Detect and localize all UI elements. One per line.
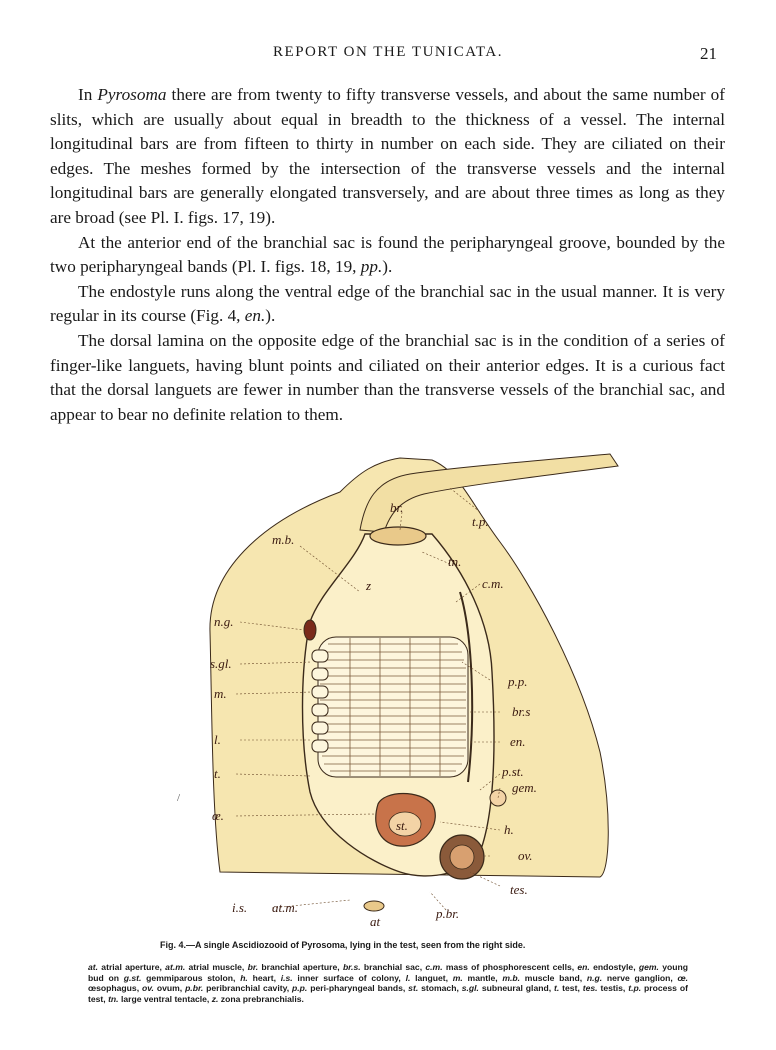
legend-desc: nerve ganglion, [602,972,678,983]
legend-desc: branchial sac, [360,962,426,972]
branchial-aperture [370,527,426,545]
label-st: st. [396,818,408,833]
label-h: h. [504,822,514,837]
legend-abbr: br. [247,962,259,972]
legend-desc: subneural gland, [478,983,555,994]
legend-desc: zona prebranchialis. [218,993,304,1004]
label-m: m. [214,686,227,701]
legend-desc: peri-pharyngeal bands, [307,983,409,994]
legend-abbr: œ. [677,972,688,983]
legend-abbr: gem. [638,962,659,972]
legend-desc: young bud on [88,962,689,983]
legend-desc: muscle band, [520,972,587,983]
legend-abbr: m.b. [502,972,521,983]
label-pbr: p.br. [436,906,460,921]
label-z: z [366,578,372,593]
label-is: i.s. [232,900,248,915]
label-gem: gem. [512,780,537,795]
legend-abbr: s.gl. [461,983,479,994]
running-title: REPORT ON THE TUNICATA. [273,44,503,60]
legend-abbr: n.g. [586,972,603,983]
legend-abbr: at. [88,962,99,972]
nerve-ganglion [304,620,316,640]
legend-desc: endostyle, [589,962,639,972]
legend-desc: inner surface of colony, [292,972,406,983]
label-atm: at.m. [272,900,298,915]
stray-mark: / [177,792,181,804]
label-cm: c.m. [482,576,504,591]
legend-desc: process of test, [88,983,688,1004]
testis-inner [450,845,474,869]
legend-desc: peribranchial cavity, [203,983,293,994]
label-l: l. [214,732,221,747]
legend-abbr: g.st. [123,972,142,983]
legend-desc: mantle, [462,972,503,983]
paragraph: The dorsal lamina on the opposite edge of the branchial sac is in the condition of a series of finger-like languets, having blunt points and ciliated on their anterior edges. It is a curious fact that the dorsal languets are fewer in number than the transverse vessels of the branchial sac, and appear to bear no definite relation to them. [50,330,725,424]
italic-term: Pyrosoma [97,85,167,104]
label-pp: p.p. [508,674,528,689]
legend-abbr: h. [240,972,248,983]
legend-desc: œsophagus, [88,983,142,994]
italic-term: en. [244,306,266,326]
label-ov: ov. [518,848,533,863]
figure-drawing [200,452,620,930]
label-br: br. [390,500,404,515]
legend-abbr: p.p. [292,983,308,994]
legend-desc: gemmiparous stolon, [141,972,241,983]
legend-abbr: i.s. [280,972,293,983]
legend-abbr: tes. [582,983,598,994]
legend-desc: mass of phosphorescent cells, [442,962,578,972]
legend-desc: large ventral tentacle, [118,993,212,1004]
legend-abbr: t.p. [628,983,642,994]
legend-abbr: br.s. [342,962,361,972]
label-sgl: s.gl. [210,656,232,671]
ascidiozooid-figure [200,452,620,930]
italic-term: pp. [360,257,383,277]
legend-abbr: tn. [108,993,119,1004]
legend-abbr: t. [554,983,560,994]
legend-abbr: z. [211,993,219,1004]
legend-desc: stomach, [418,983,462,994]
page-number: 21 [700,44,717,63]
paragraph: At the anterior end of the branchial sac is found the peripharyngeal groove, bounded by the two peripharyngeal bands (Pl. I. figs. 18, 19, pp.). [50,232,725,277]
label-t: t. [214,766,221,781]
figure-legend [88,962,688,1004]
legend-desc: heart, [247,972,281,983]
label-pst: p.st. [502,764,524,779]
label-tes: tes. [510,882,528,897]
legend-desc: branchial aperture, [258,962,343,972]
label-tp: t.p. [472,514,489,529]
label-oe: œ. [212,808,224,823]
legend-desc: ovum, [153,983,186,994]
legend-abbr: c.m. [425,962,443,972]
legend-abbr: at.m. [165,962,186,972]
label-at: at [370,914,381,929]
label-en: en. [510,734,526,749]
label-ng: n.g. [214,614,234,629]
label-brs: br.s [512,704,531,719]
legend-desc: atrial aperture, [98,962,166,972]
paragraph: In Pyrosoma there are from twenty to fifty transverse vessels, and about the same number of slits, which are usually about equal in breadth to the thickness of a vessel. The internal longitudinal bars are from fifteen to thirty in number on each side. They are ciliated on their edges. The meshes formed by the intersection of the transverse vessels and the internal longitudinal bars are generally elongated transversely, and are about three times as long as they are broad (see Pl. I. figs. 17, 19). [50,85,725,227]
legend-desc: test, [559,983,583,994]
legend-abbr: ov. [142,983,154,994]
young-bud [490,790,506,806]
legend-abbr: l. [405,972,411,983]
figure-caption-title: Fig. 4.—A single Ascidiozooid of Pyrosoma, lying in the test, seen from the right side. [160,940,526,950]
legend-abbr: p.br. [185,983,204,994]
legend-desc: languet, [410,972,453,983]
legend-abbr: en. [577,962,590,972]
legend-abbr: st. [408,983,419,994]
label-tn: tn. [448,554,462,569]
atrial-aperture [364,901,384,911]
legend-desc: testis, [597,983,629,994]
body-text [50,83,725,427]
legend-abbr: m. [452,972,463,983]
legend-desc: atrial muscle, [185,962,248,972]
label-mb: m.b. [272,532,295,547]
paragraph: The endostyle runs along the ventral edge of the branchial sac in the usual manner. It is very regular in its course (Fig. 4, en.). [50,281,725,326]
